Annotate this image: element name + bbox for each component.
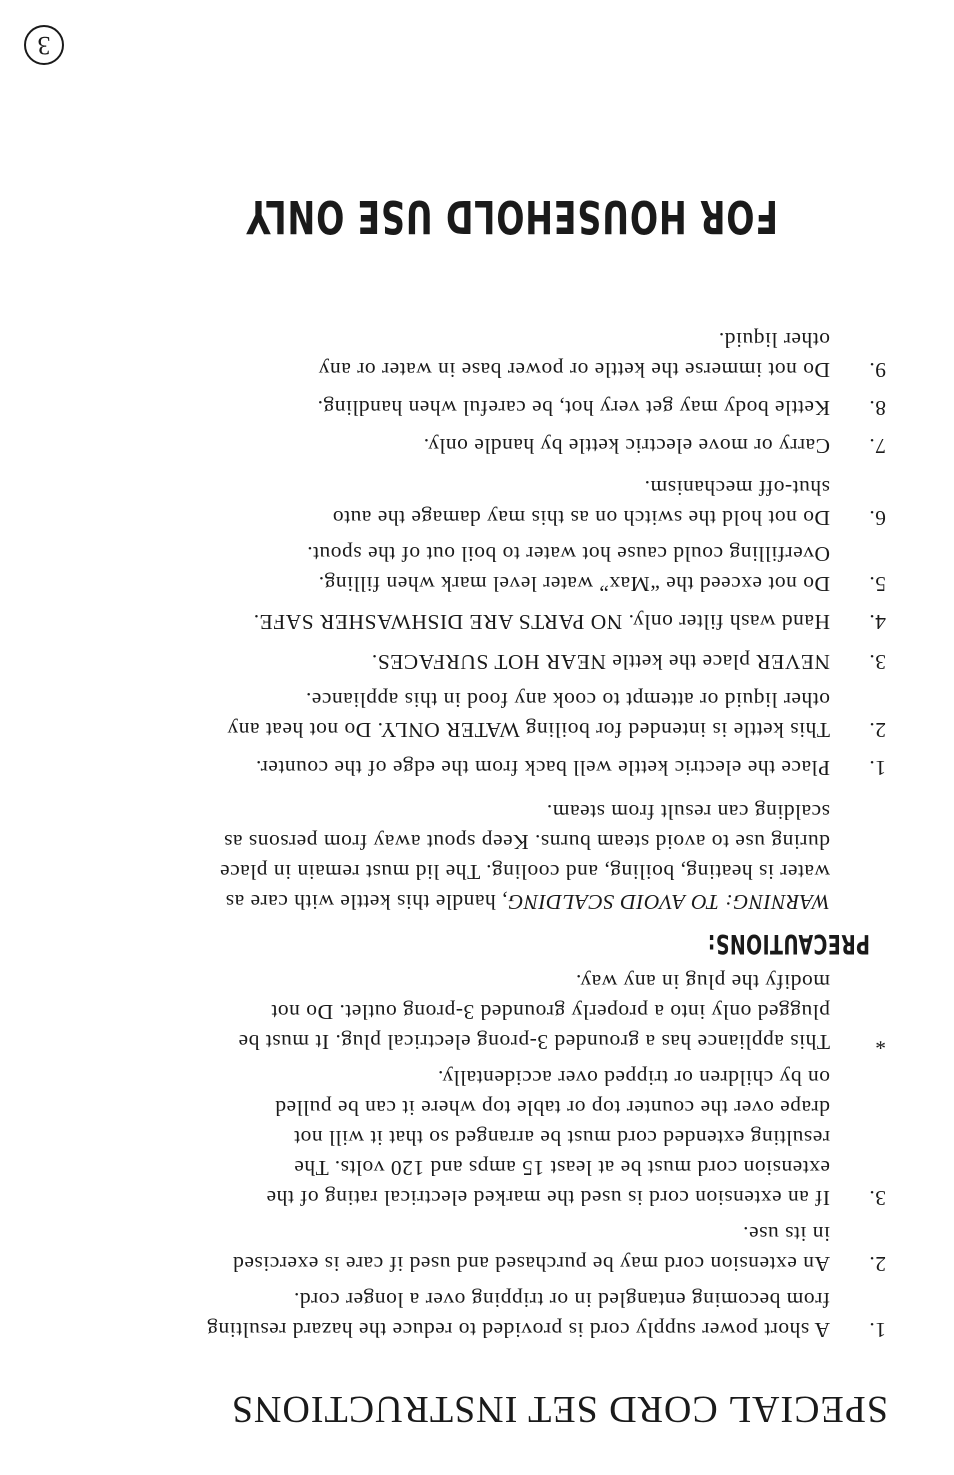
precaution-item-2: [126, 685, 886, 745]
item-number: 1.: [868, 756, 886, 780]
item-line: from becoming entangled in or tripping over a longer cord.: [293, 1288, 830, 1312]
item-line: shut-off mechanism.: [644, 476, 830, 500]
item-number: 4.: [868, 610, 886, 634]
warning-line: handle this kettle with care as: [225, 890, 502, 914]
item-number: 3.: [868, 650, 886, 674]
item-line: modify the plug in any way.: [575, 970, 830, 994]
item-line: resulting extended cord must be arranged so that it will not: [293, 1126, 830, 1150]
cord-item-3: [126, 1063, 886, 1213]
precaution-item-8: [126, 393, 886, 423]
page-number-badge: [24, 25, 64, 65]
item-line: Kettle body may get very hot, be careful when handling.: [317, 396, 830, 420]
item-number: 9.: [868, 358, 886, 382]
precaution-item-4: [126, 607, 886, 637]
warning-line: water is heating, boiling, and cooling. The lid must remain in place: [219, 860, 830, 884]
precaution-item-3: [126, 647, 886, 677]
precaution-item-6: [126, 473, 886, 533]
item-line: Place the electric kettle well back from the edge of the counter.: [255, 756, 830, 780]
item-line: Do not immerse the kettle or power base in water or any: [318, 358, 830, 382]
item-number: 7.: [868, 434, 886, 458]
precaution-item-5: [126, 539, 886, 599]
warning-paragraph: [70, 797, 830, 917]
warning-line: during use to avoid steam burns. Keep spout away from persons as: [223, 830, 830, 854]
cord-note-grounded-plug: [126, 967, 886, 1057]
cord-set-title: SPECIAL CORD SET INSTRUCTIONS: [230, 1388, 888, 1430]
warning-line: scalding can result from steam.: [546, 800, 830, 824]
precaution-item-1: [126, 753, 886, 783]
item-number: 2.: [868, 718, 886, 742]
page-number: 3: [37, 31, 51, 60]
item-line: If an extension cord is used the marked electrical rating of the: [266, 1186, 830, 1210]
item-number: 1.: [868, 1318, 886, 1342]
item-line: other liquid.: [718, 328, 830, 352]
item-line: A short power supply cord is provided to reduce the hazard resulting: [206, 1318, 830, 1342]
item-line: This appliance has a grounded 3-prong electrical plug. It must be: [238, 1030, 830, 1054]
item-line: drape over the counter top or table top where it can be pulled: [274, 1096, 830, 1120]
item-line: Carry or move electric kettle by handle only.: [423, 434, 830, 458]
item-number: 6.: [868, 506, 886, 530]
item-number: 5.: [868, 572, 886, 596]
cord-item-1: [126, 1285, 886, 1345]
precaution-item-7: [126, 431, 886, 461]
item-line: An extension cord may be purchased and used if care is exercised: [232, 1252, 830, 1276]
precaution-item-9: [126, 325, 886, 385]
item-line: Do not hold the switch on as this may damage the auto: [332, 506, 830, 530]
item-number: 3.: [868, 1186, 886, 1210]
item-line: extension cord must be at least 15 amps and 120 volts. The: [293, 1156, 830, 1180]
item-line: plugged only into a properly grounded 3-prong outlet. Do not: [270, 1000, 830, 1024]
item-line: Overfilling could cause hot water to boil out of the spout.: [306, 542, 830, 566]
item-line: NEVER place the kettle NEAR HOT SURFACES.: [371, 650, 830, 674]
item-number: 8.: [868, 396, 886, 420]
item-line: in its use.: [742, 1222, 830, 1246]
item-line: other liquid or attempt to cook any food in this appliance.: [305, 688, 830, 712]
cord-item-2: [126, 1219, 886, 1279]
item-line: This kettle is intended for boiling WATER ONLY. Do not heat any: [226, 718, 830, 742]
precautions-heading: PRECAUTIONS:: [707, 928, 870, 959]
asterisk-bullet: *: [874, 1030, 886, 1054]
item-line: Hand wash filter only. NO PARTS ARE DISHWASHER SAFE.: [253, 610, 830, 634]
item-line: on by children or tripped over accidentally.: [437, 1066, 830, 1090]
item-number: 2.: [868, 1252, 886, 1276]
household-use-heading: FOR HOUSEHOLD USE ONLY: [245, 190, 778, 243]
item-line: Do not exceed the “Max” water level mark when filling.: [318, 572, 830, 596]
warning-label: WARNING: TO AVOID SCALDING,: [501, 890, 830, 914]
